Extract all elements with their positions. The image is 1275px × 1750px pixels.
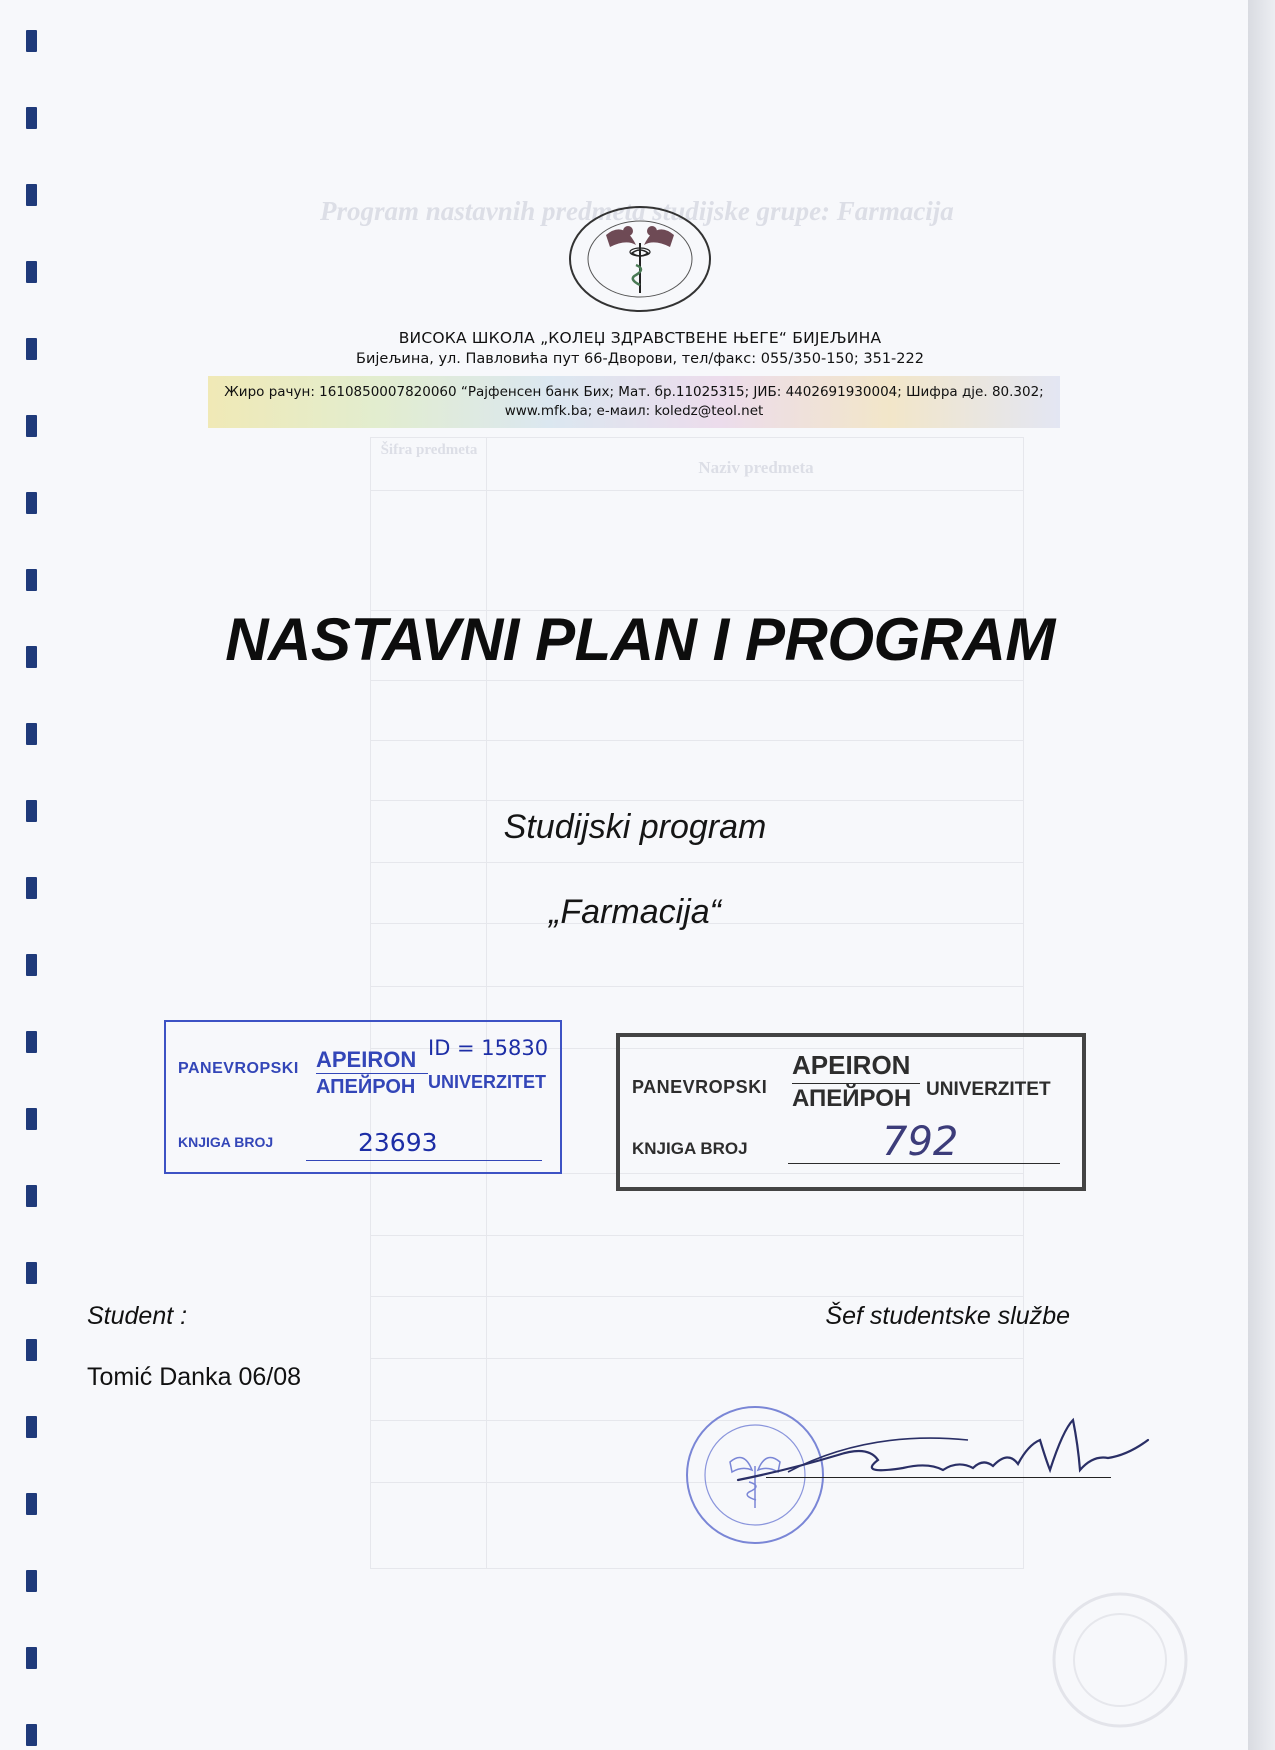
registry-stamp-blue xyxy=(164,1020,562,1174)
binding-hole xyxy=(26,1031,37,1053)
binding-hole xyxy=(26,954,37,976)
binding-hole xyxy=(26,1416,37,1438)
binding-hole xyxy=(26,1262,37,1284)
handwritten-signature xyxy=(728,1400,1168,1500)
stamp-brand-mirror: АПЕЙРОН xyxy=(316,1076,416,1098)
binding-hole xyxy=(26,30,37,52)
binding-hole xyxy=(26,1647,37,1669)
binding-hole xyxy=(26,1185,37,1207)
binding-hole xyxy=(26,1493,37,1515)
bleed-through-heading: Program nastavnih predmeta studijske grupe: Farmacija xyxy=(320,196,954,226)
binding-hole xyxy=(26,1339,37,1361)
binding-hole xyxy=(26,184,37,206)
faint-seal-icon xyxy=(1045,1585,1195,1735)
binding-hole xyxy=(26,107,37,129)
stamp-brand: APEIRON xyxy=(316,1047,417,1072)
student-name: Tomić Danka 06/08 xyxy=(87,1363,302,1391)
binding-hole xyxy=(26,338,37,360)
school-address: Бијељина, ул. Павловића пут 66-Дворови, тел/факс: 055/350-150; 351-222 xyxy=(356,351,924,367)
binding-hole xyxy=(26,800,37,822)
binding-hole xyxy=(26,415,37,437)
bleed-through-col1: Šifra predmeta xyxy=(380,442,478,458)
bank-info: Жиро рачун: 1610850007820060 “Рајфенсен банк Бих; Мат. бр.11025315; ЈИБ: 4402691930004; Шифра дје. 80.302; xyxy=(224,384,1044,400)
stamp-brand: APEIRON xyxy=(792,1050,911,1080)
stamp-university-word: PANEVROPSKI xyxy=(632,1077,768,1097)
page-edge xyxy=(1248,0,1275,1750)
stamp-book-label: KNJIGA BROJ xyxy=(632,1139,748,1158)
binding-hole xyxy=(26,569,37,591)
binding-hole xyxy=(26,723,37,745)
stamp-id-note: ID = 15830 xyxy=(428,1036,549,1060)
stamp-university-word: PANEVROPSKI xyxy=(178,1060,299,1077)
school-name: ВИСОКА ШКОЛА „КОЛЕЏ ЗДРАВСТВЕНЕ ЊЕГЕ“ БИЈЕЉИНА xyxy=(398,329,882,347)
study-program-label: Studijski program xyxy=(503,808,767,846)
binding-hole xyxy=(26,492,37,514)
stamp-book-number: 23693 xyxy=(358,1128,438,1157)
stamp-university-suffix: UNIVERZITET xyxy=(428,1072,547,1092)
binding-hole xyxy=(26,1724,37,1746)
registry-stamp-gray xyxy=(616,1033,1086,1191)
page-title: NASTAVNI PLAN I PROGRAM xyxy=(225,606,1055,673)
bleed-through-col2: Naziv predmeta xyxy=(698,458,814,477)
college-logo-icon xyxy=(566,205,714,313)
binding-hole xyxy=(26,261,37,283)
stamp-brand-mirror: АПЕЙРОН xyxy=(792,1085,912,1112)
spiral-binding xyxy=(26,0,40,1750)
binding-hole xyxy=(26,1108,37,1130)
binding-hole xyxy=(26,1570,37,1592)
stamp-book-number: 792 xyxy=(882,1119,959,1165)
study-program-name: „Farmacija“ xyxy=(549,893,721,931)
contact-info: www.mfk.ba; e-маил: koledz@teol.net xyxy=(504,403,764,419)
chief-office-label: Šef studentske službe xyxy=(825,1302,1070,1330)
binding-hole xyxy=(26,877,37,899)
stamp-university-suffix: UNIVERZITET xyxy=(926,1079,1051,1100)
stamp-book-label: KNJIGA BROJ xyxy=(178,1134,274,1150)
student-label: Student : xyxy=(87,1302,188,1330)
binding-hole xyxy=(26,646,37,668)
